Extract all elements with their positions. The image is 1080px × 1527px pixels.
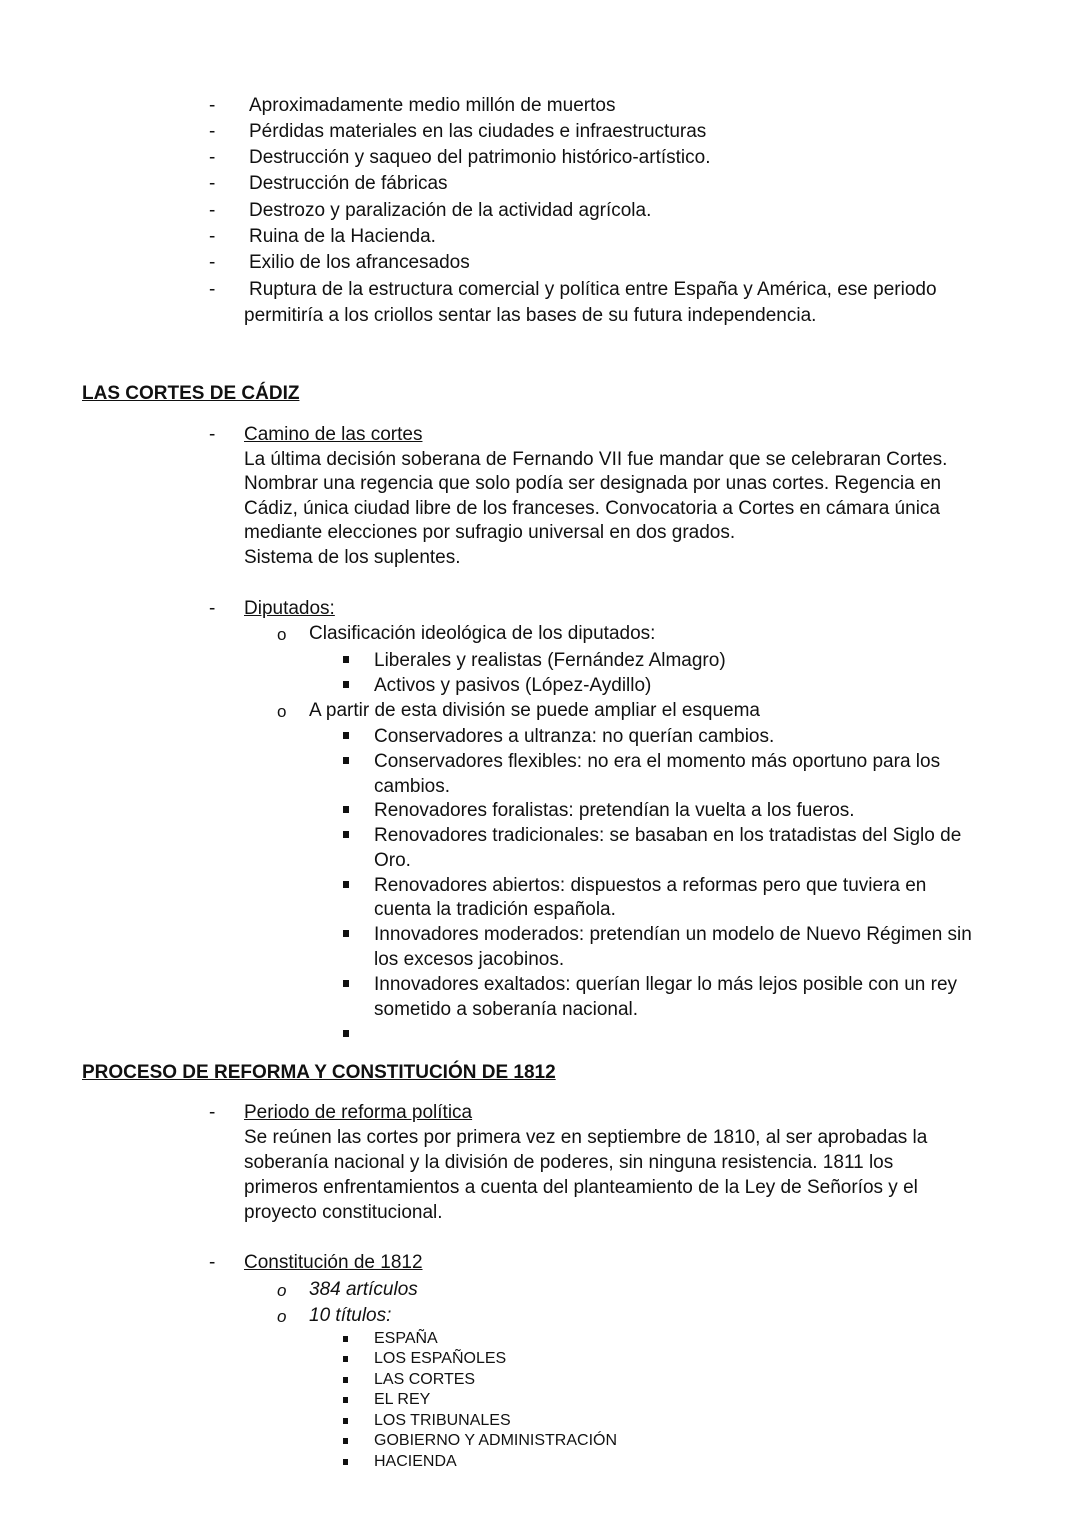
square-bullet [343, 930, 349, 937]
square-bullet [343, 1356, 348, 1362]
paragraph-line: La última decisión soberana de Fernando VII fue mandar que se celebraran Cortes. [244, 449, 948, 470]
list-item: Activos y pasivos (López-Aydillo) [374, 675, 652, 696]
title-list-item: HACIENDA [374, 1453, 457, 1470]
dash-bullet: - [209, 121, 216, 142]
list-item: Exilio de los afrancesados [249, 252, 470, 273]
list-item: Conservadores flexibles: no era el momento más oportuno para los [374, 751, 941, 772]
title-list-item: GOBIERNO Y ADMINISTRACIÓN [374, 1432, 618, 1449]
circle-bullet: o [277, 1281, 287, 1300]
subheading-constitucion: Constitución de 1812 [244, 1252, 423, 1273]
circle-bullet: o [277, 1307, 287, 1326]
paragraph-line: Se reúnen las cortes por primera vez en septiembre de 1810, al ser aprobadas la [244, 1127, 928, 1148]
dash-bullet: - [209, 95, 216, 116]
list-item: Conservadores a ultranza: no querían cambios. [374, 726, 775, 747]
list-item: Ruptura de la estructura comercial y política entre España y América, ese periodo [249, 279, 937, 300]
square-bullet [343, 831, 349, 838]
square-bullet [343, 1418, 348, 1424]
section-heading-reforma: PROCESO DE REFORMA Y CONSTITUCIÓN DE 1812 [82, 1062, 556, 1083]
square-bullet [343, 732, 349, 739]
subheading-diputados: Diputados: [244, 598, 335, 619]
list-item-continuation: los excesos jacobinos. [374, 949, 565, 970]
square-bullet [343, 656, 349, 663]
dash-bullet: - [209, 598, 216, 619]
list-item: A partir de esta división se puede ampliar el esquema [309, 700, 760, 721]
list-item: Renovadores tradicionales: se basaban en los tratadistas del Siglo de [374, 825, 962, 846]
square-bullet [343, 806, 349, 813]
dash-bullet: - [209, 200, 216, 221]
list-item: Innovadores exaltados: querían llegar lo más lejos posible con un rey [374, 974, 958, 995]
title-list-item: LAS CORTES [374, 1371, 476, 1388]
dash-bullet: - [209, 173, 216, 194]
paragraph-line: mediante elecciones por sufragio universal en dos grados. [244, 522, 736, 543]
paragraph-line: Sistema de los suplentes. [244, 547, 461, 568]
list-item-continuation: Oro. [374, 850, 411, 871]
list-item: Clasificación ideológica de los diputados: [309, 623, 656, 644]
list-item-continuation: sometido a soberanía nacional. [374, 999, 639, 1020]
dash-bullet: - [209, 1102, 216, 1123]
paragraph-line: proyecto constitucional. [244, 1202, 443, 1223]
title-list-item: EL REY [374, 1391, 431, 1408]
square-bullet [343, 1438, 348, 1444]
square-bullet [343, 1377, 348, 1383]
list-item-continuation: permitiría a los criollos sentar las bases de su futura independencia. [244, 305, 817, 326]
subheading-periodo: Periodo de reforma política [244, 1102, 473, 1123]
square-bullet [343, 681, 349, 688]
section-heading-cortes: LAS CORTES DE CÁDIZ [82, 383, 300, 404]
list-item: Liberales y realistas (Fernández Almagro) [374, 650, 726, 671]
list-item: Destrucción de fábricas [249, 173, 448, 194]
dash-bullet: - [209, 226, 216, 247]
list-item: Destrozo y paralización de la actividad agrícola. [249, 200, 652, 221]
title-list-item: LOS TRIBUNALES [374, 1412, 511, 1429]
square-bullet [343, 1397, 348, 1403]
list-item: Aproximadamente medio millón de muertos [249, 95, 616, 116]
paragraph-line: Cádiz, única ciudad libre de los franceses. Convocatoria a Cortes en cámara única [244, 498, 940, 519]
list-item-continuation: cambios. [374, 776, 451, 797]
square-bullet [343, 1459, 348, 1465]
list-item: Ruina de la Hacienda. [249, 226, 436, 247]
list-item: 384 artículos [309, 1279, 418, 1300]
circle-bullet: o [277, 625, 287, 644]
paragraph-line: soberanía nacional y la división de poderes, sin ninguna resistencia. 1811 los [244, 1152, 894, 1173]
dash-bullet: - [209, 424, 216, 445]
paragraph-line: primeros enfrentamientos a cuenta del planteamiento de la Ley de Señoríos y el [244, 1177, 918, 1198]
list-item: Pérdidas materiales en las ciudades e infraestructuras [249, 121, 707, 142]
list-item: Renovadores foralistas: pretendían la vuelta a los fueros. [374, 800, 855, 821]
dash-bullet: - [209, 252, 216, 273]
list-item: Innovadores moderados: pretendían un modelo de Nuevo Régimen sin [374, 924, 972, 945]
title-list-item: LOS ESPAÑOLES [374, 1350, 507, 1367]
title-list-item: ESPAÑA [374, 1330, 438, 1347]
square-bullet [343, 1336, 348, 1342]
square-bullet [343, 1030, 349, 1037]
dash-bullet: - [209, 1252, 216, 1273]
dash-bullet: - [209, 279, 216, 300]
square-bullet [343, 881, 349, 888]
list-item-continuation: cuenta la tradición española. [374, 899, 616, 920]
list-item: Destrucción y saqueo del patrimonio histórico-artístico. [249, 147, 711, 168]
list-item: Renovadores abiertos: dispuestos a reformas pero que tuviera en [374, 875, 927, 896]
dash-bullet: - [209, 147, 216, 168]
square-bullet [343, 980, 349, 987]
circle-bullet: o [277, 702, 287, 721]
square-bullet [343, 757, 349, 764]
paragraph-line: Nombrar una regencia que solo podía ser designada por unas cortes. Regencia en [244, 473, 942, 494]
subheading-camino: Camino de las cortes [244, 424, 423, 445]
list-item: 10 títulos: [309, 1305, 392, 1326]
